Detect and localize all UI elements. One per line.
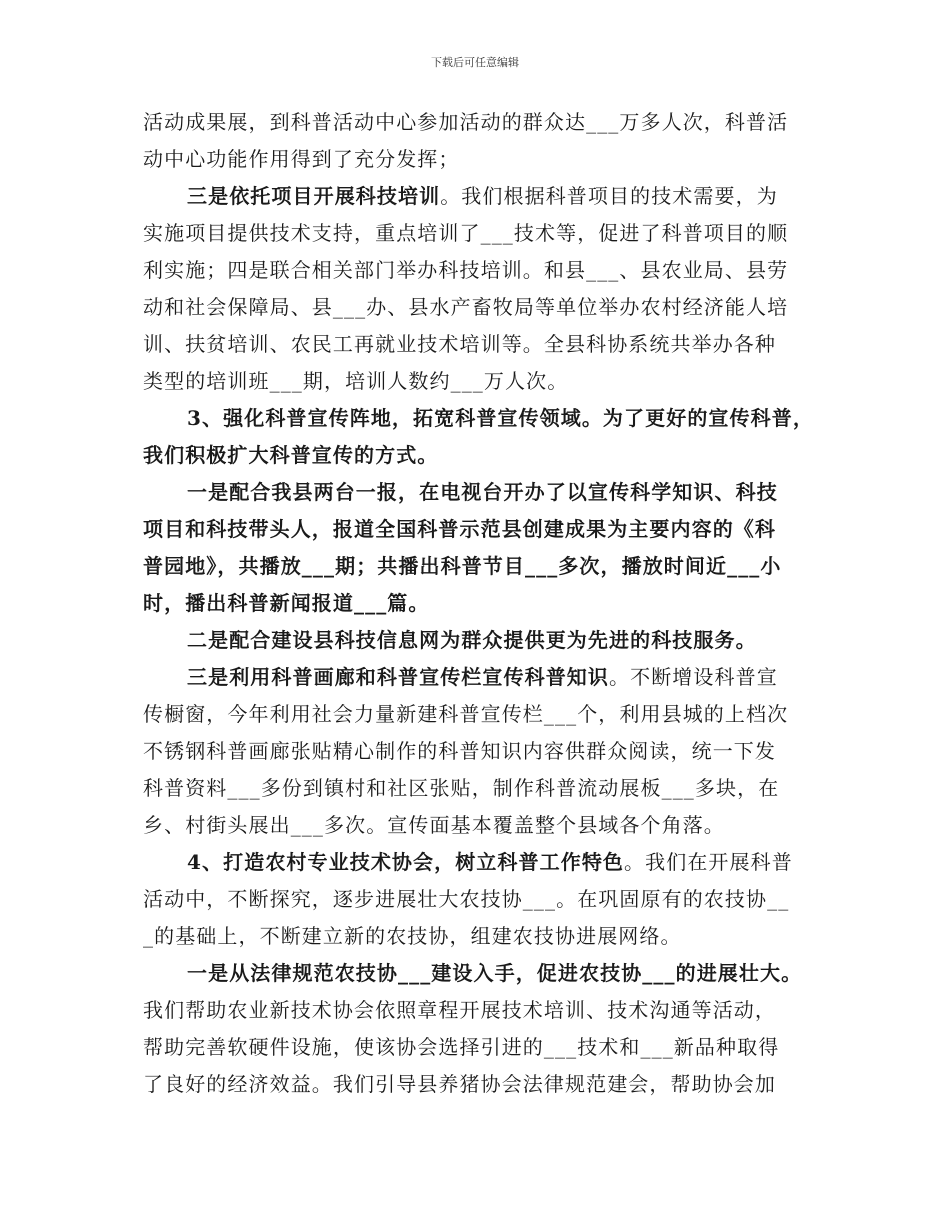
text-line: 二是配合建设县科技信息网为群众提供更为先进的科技服务。: [187, 628, 757, 652]
text-line: 了良好的经济效益。我们引导县养猪协会法律规范建会，帮助协会加: [143, 1072, 776, 1096]
text-line: 我们帮助农业新技术协会依照章程开展技术培训、技术沟通等活动，: [143, 998, 776, 1022]
text-line: _的基础上，不断建立新的农技协，组建农技协进展网络。: [143, 924, 682, 948]
text-line: 我们积极扩大科普宣传的方式。: [143, 443, 439, 467]
bold-lead: 4、打造农村专业技术协会，树立科普工作特色: [187, 850, 625, 874]
text-line: 普园地》，共播放___期；共播出科普节目___多次，播放时间近___小: [143, 554, 782, 578]
text-line: [143, 659, 833, 696]
text-line: 动和社会保障局、县___办、县水产畜牧局等单位举办农村经济能人培: [143, 295, 789, 319]
text-line: 帮助完善软硬件设施，使该协会选择引进的___技术和___新品种取得: [143, 1035, 780, 1059]
text-line: 项目和科技带头人，报道全国科普示范县创建成果为主要内容的《科: [143, 517, 776, 541]
text-line: 不锈钢科普画廊张贴精心制作的科普知识内容供群众阅读，统一下发: [143, 739, 776, 763]
text-line: 实施项目提供技术支持，重点培训了___技术等，促进了科普项目的顺: [143, 221, 789, 245]
bold-lead: 三是利用科普画廊和科普宣传栏宣传科普知识: [187, 665, 609, 689]
text-line: 活动中，不断探究，逐步进展壮大农技协___。在巩固原有的农技协__: [143, 887, 790, 911]
text-line: 类型的培训班___期，培训人数约___万人次。: [143, 369, 569, 393]
text-line: 科普资料___多份到镇村和社区张贴，制作科普流动展板___多块，在: [143, 776, 780, 800]
text-line: 一是配合我县两台一报，在电视台开办了以宣传科学知识、科技: [187, 480, 778, 504]
line-tail: 。不断增设科普宣: [609, 665, 778, 689]
text-line: 乡、村街头展出___多次。宣传面基本覆盖整个县域各个角落。: [143, 813, 725, 837]
text-line: 时，播出科普新闻报道___篇。: [143, 591, 430, 615]
page-header: 下载后可任意编辑: [431, 56, 519, 69]
text-line: 3、强化科普宣传阵地，拓宽科普宣传领域。为了更好的宣传科普，: [187, 406, 814, 430]
line-tail: 。我们在开展科普: [624, 850, 793, 874]
text-line: 活动成果展，到科普活动中心参加活动的群众达___万多人次，科普活: [143, 110, 789, 134]
text-line: [143, 844, 833, 881]
text-line: 训、扶贫培训、农民工再就业技术培训等。全县科协系统共举办各种: [143, 332, 776, 356]
text-line: 传橱窗，今年利用社会力量新建科普宣传栏___个，利用县城的上档次: [143, 702, 789, 726]
bold-lead: 三是依托项目开展科技培训: [187, 184, 441, 208]
text-line: 利实施；四是联合相关部门举办科技培训。和县___、县农业局、县劳: [143, 258, 789, 282]
document-body: [143, 104, 833, 1103]
line-tail: 。我们根据科普项目的技术需要，为: [440, 184, 778, 208]
text-line: 动中心功能作用得到了充分发挥；: [143, 147, 460, 171]
text-line: 一是从法律规范农技协___建设入手，促进农技协___的进展壮大。: [187, 961, 803, 985]
text-line: [143, 178, 833, 215]
